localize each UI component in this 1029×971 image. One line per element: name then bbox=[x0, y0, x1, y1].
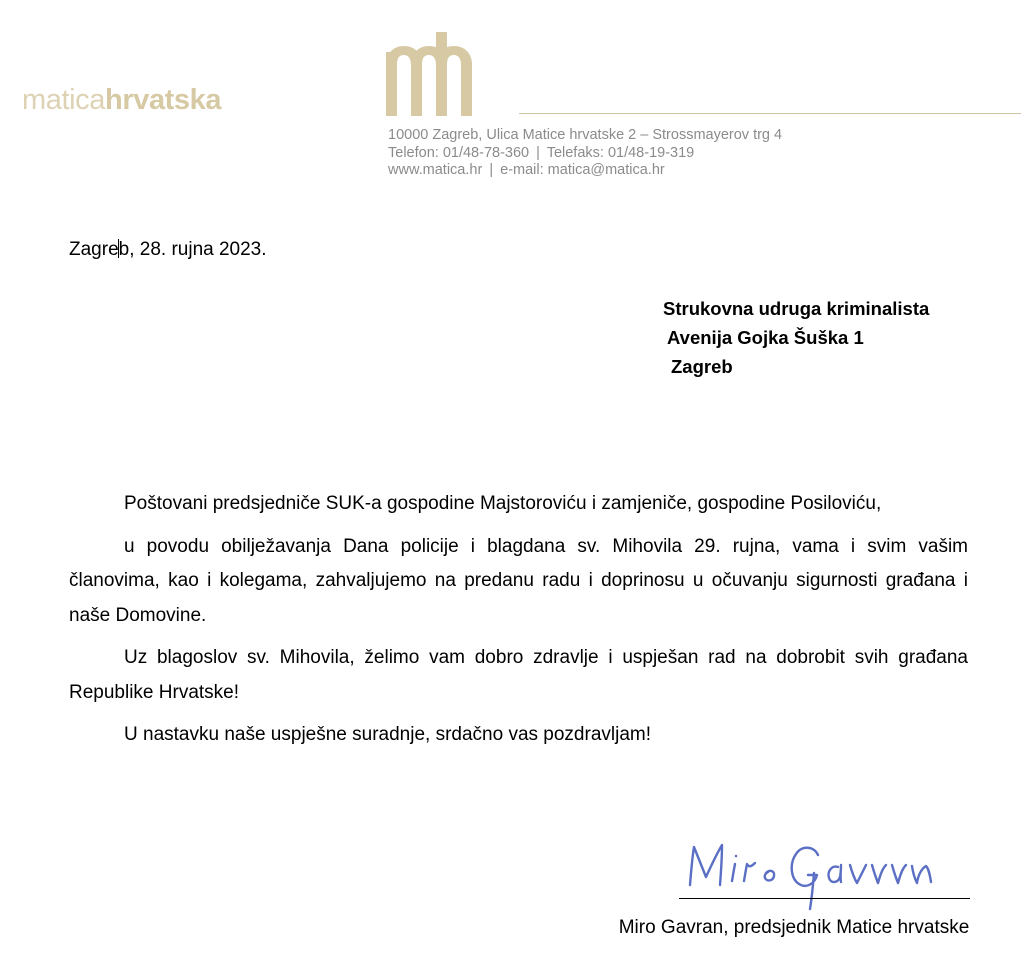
recipient-line-organization: Strukovna udruga kriminalista bbox=[663, 298, 930, 319]
recipient-line-street: Avenija Gojka Šuška 1 bbox=[667, 327, 864, 348]
fax-number: 01/48-19-319 bbox=[607, 144, 695, 161]
signature-line bbox=[679, 898, 970, 899]
mh-monogram-logo bbox=[386, 32, 510, 116]
paragraph-thanks: u povodu obilježavanja Dana policije i blagdana sv. Mihovila 29. rujna, vama i svim vašim članovima, kao i kolegama, zahvaljujemo na predanu radu i doprinosu u očuvanju sigurnosti građana i naše Domovine. bbox=[69, 535, 968, 626]
brand-wordmark bbox=[22, 86, 221, 115]
paragraph-blessing: Uz blagoslov sv. Mihovila, želimo vam dobro zdravlje i uspješan rad na dobrobit svih građana Republike Hrvatske! bbox=[69, 647, 968, 703]
recipient-line-city: Zagreb bbox=[671, 356, 733, 377]
paragraph-closing: U nastavku naše uspješne suradnje, srdačno vas pozdravljam! bbox=[124, 724, 652, 745]
website-link[interactable]: www.matica.hr bbox=[388, 162, 483, 178]
contact-separator: | bbox=[489, 162, 494, 178]
handwritten-signature bbox=[678, 833, 948, 913]
email-link[interactable]: matica@matica.hr bbox=[547, 162, 665, 178]
contact-web-line bbox=[388, 162, 782, 180]
recipient-address-block bbox=[663, 294, 929, 381]
contact-separator: | bbox=[536, 144, 540, 161]
phone-number: 01/48-78-360 bbox=[442, 144, 530, 161]
letterhead bbox=[0, 0, 1029, 200]
date-text-before-caret: Zagre bbox=[69, 239, 119, 260]
letterhead-contact-block bbox=[388, 127, 782, 180]
brand-wordmark-light: matica bbox=[22, 84, 106, 116]
date-line[interactable] bbox=[69, 237, 267, 263]
email-label: e-mail: bbox=[500, 162, 544, 178]
contact-phone-line bbox=[388, 145, 782, 163]
letter-body[interactable] bbox=[69, 487, 968, 753]
paragraph-salutation: Poštovani predsjedniče SUK-a gospodine Majstoroviću i zamjeniče, gospodine Posiloviću, bbox=[124, 493, 882, 514]
signature-area bbox=[560, 820, 1000, 970]
letterhead-divider-rule bbox=[519, 113, 1021, 114]
signature-caption: Miro Gavran, predsjednik Matice hrvatske bbox=[618, 917, 970, 938]
date-text-after-caret: b, 28. rujna 2023. bbox=[118, 239, 267, 260]
contact-address-line: 10000 Zagreb, Ulica Matice hrvatske 2 – Strossmayerov trg 4 bbox=[388, 127, 783, 143]
fax-label: Telefaks: bbox=[546, 144, 604, 161]
brand-wordmark-bold: hrvatska bbox=[105, 84, 222, 116]
phone-label: Telefon: bbox=[388, 144, 439, 161]
